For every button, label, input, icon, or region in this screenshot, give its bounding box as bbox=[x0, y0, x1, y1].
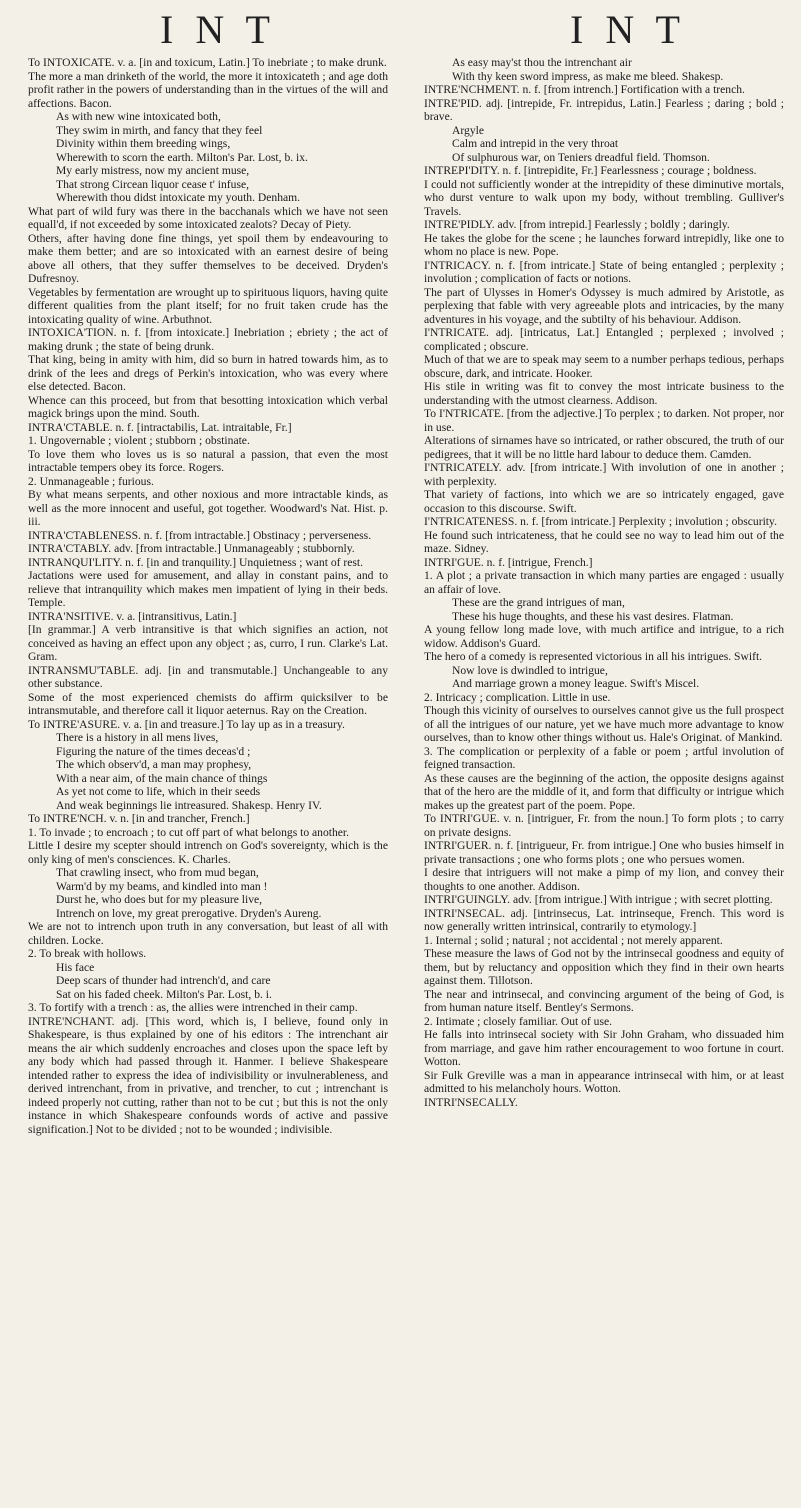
entry-paragraph: INTRE'PID. adj. [intrepide, Fr. intrepidus, Latin.] Fearless ; daring ; bold ; brave. bbox=[424, 96, 784, 123]
entry-paragraph: INTRANSMU'TABLE. adj. [in and transmutable.] Unchangeable to any other substance. bbox=[28, 663, 388, 690]
entry-paragraph: I'NTRICATELY. adv. [from intricate.] With involution of one in another ; with perplexity. bbox=[424, 461, 784, 488]
entry-paragraph: We are not to intrench upon truth in any conversation, but least of all with children. Locke. bbox=[28, 920, 388, 947]
entry-paragraph: INTRA'CTABLY. adv. [from intractable.] Unmanageably ; stubbornly. bbox=[28, 542, 355, 555]
running-head-right: I N T bbox=[570, 7, 686, 52]
entry-paragraph: As these causes are the beginning of the action, the opposite designs against that of the hero are the middle of it, and form that difficulty or intrigue which makes up the greatest part of the poem. Pope. bbox=[424, 771, 784, 812]
entry-paragraph: A young fellow long made love, with much artifice and intrigue, to a rich widow. Addison's Guard. bbox=[424, 623, 784, 650]
entry-paragraph: And weak beginnings lie intreasured. Shakesp. Henry IV. bbox=[56, 798, 322, 812]
entry-paragraph: Of sulphurous war, on Teniers dreadful field. Thomson. bbox=[452, 150, 710, 164]
entry-paragraph: INTRE'NCHMENT. n. f. [from intrench.] Fortification with a trench. bbox=[424, 83, 745, 96]
entry-paragraph: To INTOXICATE. v. a. [in and toxicum, Latin.] To inebriate ; to make drunk. bbox=[28, 56, 387, 69]
entry-paragraph: INTRI'GUINGLY. adv. [from intrigue.] With intrigue ; with secret plotting. bbox=[424, 893, 773, 906]
entry-paragraph: Intrench on love, my great prerogative. Dryden's Aureng. bbox=[56, 906, 322, 920]
entry-paragraph: To love them who loves us is so natural a passion, that even the most intractable tempers obey its force. Rogers. bbox=[28, 447, 388, 474]
entry-paragraph: His face bbox=[56, 960, 95, 974]
entry-paragraph: 2. Unmanageable ; furious. bbox=[28, 474, 154, 488]
entry-paragraph: That crawling insect, who from mud began, bbox=[56, 866, 259, 879]
right-column bbox=[424, 56, 784, 1506]
entry-paragraph: INTRA'NSITIVE. v. a. [intransitivus, Latin.] bbox=[28, 609, 237, 623]
entry-paragraph: Deep scars of thunder had intrench'd, and care bbox=[56, 974, 271, 987]
entry-paragraph: As yet not come to life, which in their seeds bbox=[56, 785, 261, 798]
entry-paragraph: Warm'd by my beams, and kindled into man ! bbox=[56, 879, 268, 893]
entry-paragraph: Sat on his faded cheek. Milton's Par. Lost, b. i. bbox=[56, 987, 272, 1001]
entry-paragraph: Little I desire my scepter should intrench on God's sovereignty, which is the only king of men's consciences. K. Charles. bbox=[28, 839, 388, 866]
entry-paragraph: Figuring the nature of the times deceas'd ; bbox=[56, 744, 251, 758]
entry-paragraph: INTRI'GUE. n. f. [intrigue, French.] bbox=[424, 555, 593, 569]
entry-paragraph: 1. To invade ; to encroach ; to cut off part of what belongs to another. bbox=[28, 825, 350, 839]
entry-paragraph: That variety of factions, into which we are so intricately engaged, gave occasion to this discourse. Swift. bbox=[424, 488, 784, 515]
entry-paragraph: With thy keen sword impress, as make me bleed. Shakesp. bbox=[452, 69, 724, 83]
entry-paragraph: There is a history in all mens lives, bbox=[56, 731, 219, 744]
entry-paragraph: Now love is dwindled to intrigue, bbox=[452, 663, 608, 677]
entry-paragraph: I'NTRICATE. adj. [intricatus, Lat.] Entangled ; perplexed ; involved ; complicated ; obscure. bbox=[424, 326, 784, 353]
entry-paragraph: Some of the most experienced chemists do affirm quicksilver to be intransmutable, and therefore call it liquor aeternus. Ray on the Creation. bbox=[28, 690, 388, 717]
entry-paragraph: Durst he, who does but for my pleasure live, bbox=[56, 893, 263, 906]
entry-paragraph: To INTRI'GUE. v. n. [intriguer, Fr. from the noun.] To form plots ; to carry on private designs. bbox=[424, 812, 784, 839]
entry-paragraph: INTRE'NCHANT. adj. [This word, which is, I believe, found only in Shakespeare, is thus explained by one of his editors : The intrenchant air means the air which suddenly encroaches and closes upon the space left by any body which had passed through it. Hanmer. I believe Shakespeare intended rather to express the idea of indivisibility or invulnerableness, and derived intrenchant, from in privative, and trencher, to cut ; intrenchant is indeed properly not cutting, rather than not to be cut ; but this is not the only instance in which Shakespeare confounds words of active and passive signification.] Not to be divided ; not to be wounded ; indivisible. bbox=[28, 1014, 388, 1136]
entry-paragraph: Alterations of sirnames have so intricated, or rather obscured, the truth of our pedigrees, that it will be no little hard labour to deduce them. Camden. bbox=[424, 434, 784, 461]
entry-paragraph: 1. Ungovernable ; violent ; stubborn ; obstinate. bbox=[28, 434, 250, 447]
entry-paragraph: The hero of a comedy is represented victorious in all his intrigues. Swift. bbox=[424, 650, 763, 663]
left-column bbox=[28, 56, 388, 1506]
entry-paragraph: As easy may'st thou the intrenchant air bbox=[452, 56, 632, 69]
entry-paragraph: Others, after having done fine things, yet spoil them by endeavouring to make them better; and are so intoxicated with an earnest desire of being above all others, that they suffer themselves to be deceived. Dryden's Dufresnoy. bbox=[28, 231, 388, 285]
entry-paragraph: I'NTRICATENESS. n. f. [from intricate.] Perplexity ; involution ; obscurity. bbox=[424, 515, 777, 528]
entry-paragraph: INTRI'GUER. n. f. [intrigueur, Fr. from intrigue.] One who busies himself in private transactions ; one who forms plots ; one who persues women. bbox=[424, 839, 784, 866]
entry-paragraph: Much of that we are to speak may seem to a number perhaps tedious, perhaps obscure, dark, and intricate. Hooker. bbox=[424, 353, 784, 380]
entry-paragraph: 2. Intimate ; closely familiar. Out of use. bbox=[424, 1014, 613, 1028]
entry-paragraph: I could not sufficiently wonder at the intrepidity of these diminutive mortals, who durst venture to walk upon my body, without trembling. Gulliver's Travels. bbox=[424, 177, 784, 218]
entry-paragraph: My early mistress, now my ancient muse, bbox=[56, 164, 250, 177]
entry-paragraph: INTRA'CTABLE. n. f. [intractabilis, Lat. intraitable, Fr.] bbox=[28, 420, 292, 434]
entry-paragraph: [In grammar.] A verb intransitive is that which signifies an action, not conceived as having an effect upon any object ; as, curro, I run. Clarke's Lat. Gram. bbox=[28, 623, 388, 663]
entry-paragraph: INTRI'NSECAL. adj. [intrinsecus, Lat. intrinseque, French. This word is now generally written intrinsical, contrarily to etymology.] bbox=[424, 906, 784, 933]
entry-paragraph: 1. A plot ; a private transaction in which many parties are engaged : usually an affair of love. bbox=[424, 569, 784, 596]
running-head-left: I N T bbox=[160, 7, 276, 52]
entry-paragraph: I desire that intriguers will not make a pimp of my lion, and convey their thoughts to one another. Addison. bbox=[424, 866, 784, 893]
entry-paragraph: The near and intrinsecal, and convincing argument of the being of God, is from human nature itself. Bentley's Sermons. bbox=[424, 987, 784, 1014]
entry-paragraph: Jactations were used for amusement, and allay in constant pains, and to relieve that intranquility which makes men impatient of lying in their beds. Temple. bbox=[28, 569, 388, 609]
entry-paragraph: Argyle bbox=[452, 123, 484, 137]
entry-paragraph: Wherewith to scorn the earth. Milton's Par. Lost, b. ix. bbox=[56, 150, 308, 164]
entry-paragraph: Though this vicinity of ourselves to ourselves cannot give us the full prospect of all the intrigues of our nature, yet we have much more advantage to know ourselves, than to know other things without us. Hale's Originat. of Mankind. bbox=[424, 704, 784, 744]
entry-paragraph: Whence can this proceed, but from that besotting intoxication which verbal magick brings upon the mind. South. bbox=[28, 393, 388, 420]
entry-paragraph: These measure the laws of God not by the intrinsecal goodness and equity of them, but by reluctancy and opposition which they find in their own hearts against them. Tillotson. bbox=[424, 947, 784, 987]
entry-paragraph: The more a man drinketh of the world, the more it intoxicateth ; and age doth profit rather in the powers of understanding than in the virtues of the will and affections. Bacon. bbox=[28, 69, 388, 110]
entry-paragraph: To I'NTRICATE. [from the adjective.] To perplex ; to darken. Not proper, nor in use. bbox=[424, 407, 784, 434]
entry-paragraph: INTRI'NSECALLY. bbox=[424, 1095, 518, 1109]
entry-paragraph: INTRE'PIDLY. adv. [from intrepid.] Fearlessly ; boldly ; daringly. bbox=[424, 218, 730, 231]
entry-paragraph: He found such intricateness, that he could see no way to lead him out of the maze. Sidney. bbox=[424, 528, 784, 555]
entry-paragraph: With a near aim, of the main chance of things bbox=[56, 771, 268, 785]
entry-paragraph: By what means serpents, and other noxious and more intractable kinds, as well as the more innocent and useful, got together. Woodward's Nat. Hist. p. iii. bbox=[28, 488, 388, 528]
entry-paragraph: 2. Intricacy ; complication. Little in use. bbox=[424, 690, 611, 704]
entry-paragraph: These are the grand intrigues of man, bbox=[452, 596, 625, 609]
entry-paragraph: INTRANQUI'LITY. n. f. [in and tranquility.] Unquietness ; want of rest. bbox=[28, 555, 364, 569]
entry-paragraph: INTRA'CTABLENESS. n. f. [from intractable.] Obstinacy ; perverseness. bbox=[28, 528, 372, 542]
entry-paragraph: As with new wine intoxicated both, bbox=[56, 110, 221, 123]
entry-paragraph: He takes the globe for the scene ; he launches forward intrepidly, like one to whom no place is new. Pope. bbox=[424, 231, 784, 258]
entry-paragraph: Sir Fulk Greville was a man in appearance intrinsecal with him, or at least admitted to his melancholy hours. Wotton. bbox=[424, 1068, 784, 1095]
entry-paragraph: To INTRE'NCH. v. n. [in and trancher, French.] bbox=[28, 812, 250, 825]
entry-paragraph: INTOXICA'TION. n. f. [from intoxicate.] Inebriation ; ebriety ; the act of making drunk ; the state of being drunk. bbox=[28, 326, 388, 353]
entry-paragraph: 3. The complication or perplexity of a fable or poem ; artful involution of feigned transaction. bbox=[424, 744, 784, 771]
entry-paragraph: 1. Internal ; solid ; natural ; not accidental ; not merely apparent. bbox=[424, 933, 723, 947]
entry-paragraph: 3. To fortify with a trench : as, the allies were intrenched in their camp. bbox=[28, 1001, 358, 1014]
entry-paragraph: Wherewith thou didst intoxicate my youth. Denham. bbox=[56, 191, 301, 204]
entry-paragraph: The part of Ulysses in Homer's Odyssey is much admired by Aristotle, as perplexing that fable with very agreeable plots and intricacies, by the many adventures in his voyage, and the subtilty of his behaviour. Addison. bbox=[424, 285, 784, 326]
entry-paragraph: And marriage grown a money league. Swift's Miscel. bbox=[452, 677, 700, 690]
entry-paragraph: His stile in writing was fit to convey the most intricate business to the understanding with the utmost clearness. Addison. bbox=[424, 380, 784, 407]
entry-paragraph: That king, being in amity with him, did so burn in hatred towards him, as to drink of the lees and dregs of Perkin's intoxication, who was every where else detected. Bacon. bbox=[28, 353, 388, 393]
entry-paragraph: He falls into intrinsecal society with Sir John Graham, who dissuaded him from marriage, and gave him rather encouragement to woo fortune in court. Wotton. bbox=[424, 1028, 784, 1068]
entry-paragraph: The which observ'd, a man may prophesy, bbox=[56, 758, 252, 771]
entry-paragraph: That strong Circean liquor cease t' infuse, bbox=[56, 177, 250, 191]
entry-paragraph: They swim in mirth, and fancy that they feel bbox=[56, 123, 263, 137]
entry-paragraph: Divinity within them breeding wings, bbox=[56, 137, 231, 150]
entry-paragraph: I'NTRICACY. n. f. [from intricate.] State of being entangled ; perplexity ; involution ; complication of facts or notions. bbox=[424, 258, 784, 285]
entry-paragraph: 2. To break with hollows. bbox=[28, 947, 147, 960]
entry-paragraph: To INTRE'ASURE. v. a. [in and treasure.] To lay up as in a treasury. bbox=[28, 717, 345, 731]
entry-paragraph: INTREPI'DITY. n. f. [intrepidite, Fr.] Fearlessness ; courage ; boldness. bbox=[424, 164, 757, 177]
entry-paragraph: These his huge thoughts, and these his vast desires. Flatman. bbox=[452, 609, 734, 623]
entry-paragraph: Vegetables by fermentation are wrought up to spirituous liquors, having quite different qualities from the plant itself; for no fruit taken crude has the intoxicating quality of wine. Arbuthnot. bbox=[28, 285, 388, 326]
entry-paragraph: Calm and intrepid in the very throat bbox=[452, 137, 619, 150]
entry-paragraph: What part of wild fury was there in the bacchanals which we have not seen equall'd, if not exceeded by some intoxicated zealots? Decay of Piety. bbox=[28, 204, 388, 231]
